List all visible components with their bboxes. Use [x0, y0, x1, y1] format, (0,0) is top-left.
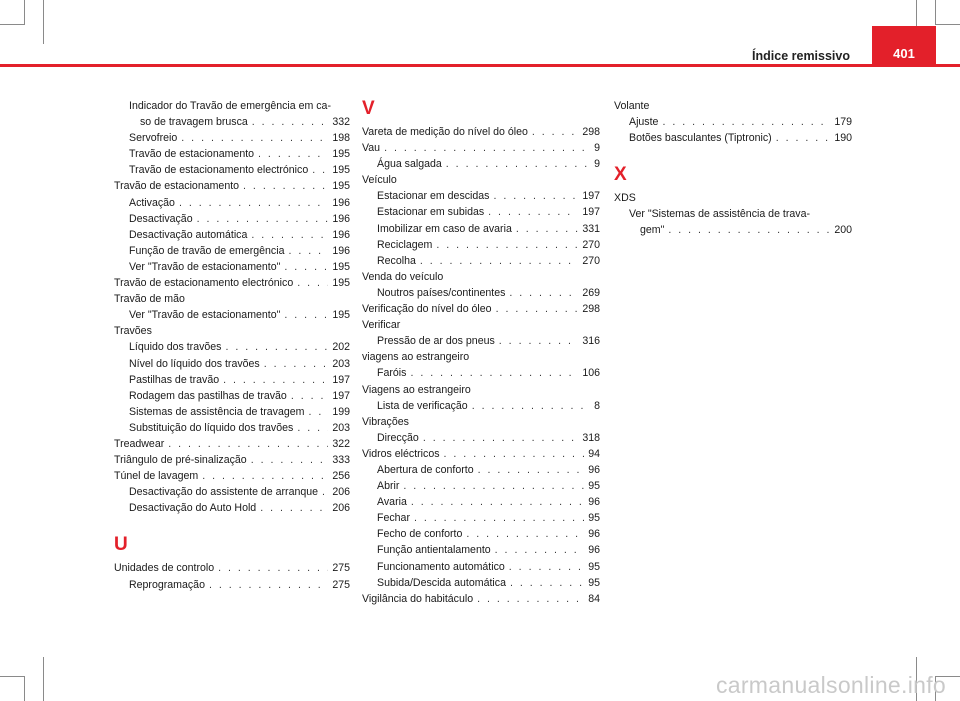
dot-leader	[291, 388, 328, 404]
index-term: Reprogramação	[129, 578, 205, 591]
crop-mark	[0, 24, 25, 25]
index-term: Activação	[129, 196, 175, 209]
index-entry	[114, 130, 350, 146]
index-term: Travão de estacionamento electrónico	[114, 277, 294, 290]
index-term: Faróis	[377, 367, 407, 380]
index-term: Imobilizar em caso de avaria	[377, 222, 512, 235]
index-entry	[362, 559, 600, 575]
index-term: Abertura de conforto	[377, 463, 474, 476]
dot-leader	[411, 494, 584, 510]
index-entry	[362, 542, 600, 558]
index-page-number: 197	[582, 190, 600, 203]
dot-leader	[495, 542, 585, 558]
dot-leader	[446, 156, 590, 172]
index-term: Direcção	[377, 431, 419, 444]
index-entry	[114, 227, 350, 243]
index-page-number: 196	[332, 212, 350, 225]
crop-mark	[24, 0, 25, 25]
index-page-number: 206	[332, 486, 350, 499]
index-term: Fecho de conforto	[377, 528, 463, 541]
index-page-number: 200	[834, 224, 852, 237]
index-entry	[362, 575, 600, 591]
index-term: Fechar	[377, 512, 410, 525]
index-term: Servofreio	[129, 132, 178, 145]
dot-leader	[260, 500, 328, 516]
dot-leader	[218, 560, 328, 576]
index-term: Treadwear	[114, 437, 165, 450]
index-page-number: 270	[582, 238, 600, 251]
index-term: Desactivação	[129, 212, 193, 225]
index-page-number: 206	[332, 502, 350, 515]
index-heading: Viagens ao estrangeiro	[362, 383, 471, 396]
index-entry	[362, 494, 600, 510]
index-entry	[362, 333, 600, 349]
page-title: Índice remissivo	[752, 49, 850, 63]
dot-leader	[179, 195, 328, 211]
index-term: Substituição do líquido dos travões	[129, 421, 294, 434]
index-entry	[362, 430, 600, 446]
index-entry	[114, 275, 350, 291]
index-entry	[114, 420, 350, 436]
index-heading: Volante	[614, 100, 650, 112]
page-number: 401	[893, 46, 915, 61]
index-page-number: 96	[588, 463, 600, 476]
index-term: Abrir	[377, 480, 400, 493]
index-page-number: 95	[588, 576, 600, 589]
index-term: Vidros eléctricos	[362, 447, 440, 460]
index-term: so de travagem brusca	[140, 116, 248, 129]
index-subheading: Ver "Sistemas de assistência de trava-	[629, 208, 810, 221]
index-term: gem"	[640, 224, 665, 237]
index-page-number: 197	[332, 389, 350, 402]
index-entry	[362, 204, 600, 220]
index-entry	[362, 221, 600, 237]
index-term: Vau	[362, 142, 381, 155]
dot-leader	[252, 114, 329, 130]
dot-leader	[444, 446, 585, 462]
index-term: Funcionamento automático	[377, 560, 505, 573]
index-page-number: 275	[332, 578, 350, 591]
index-heading: Verificar	[362, 319, 401, 332]
index-entry	[362, 285, 600, 301]
index-entry	[114, 356, 350, 372]
index-entry	[362, 124, 600, 140]
index-page-number: 333	[332, 454, 350, 467]
index-page-number: 331	[582, 222, 600, 235]
index-heading: Vibrações	[362, 415, 409, 428]
index-entry	[362, 301, 600, 317]
index-term: Noutros países/continentes	[377, 286, 506, 299]
crop-mark	[24, 676, 25, 701]
section-letter: U	[114, 534, 128, 556]
index-term: Ver "Travão de estacionamento"	[129, 309, 281, 322]
dot-leader	[436, 237, 578, 253]
index-entry	[362, 365, 600, 381]
index-term: Travão de estacionamento electrónico	[129, 164, 309, 177]
index-page-number: 9	[594, 158, 600, 171]
dot-leader	[243, 178, 328, 194]
dot-leader	[423, 430, 579, 446]
crop-mark	[935, 24, 960, 25]
crop-mark	[43, 0, 44, 44]
dot-leader	[251, 227, 328, 243]
index-entry	[114, 436, 350, 452]
index-entry	[114, 114, 350, 130]
index-entry	[114, 468, 350, 484]
index-page-number: 198	[332, 132, 350, 145]
dot-leader	[209, 577, 328, 593]
index-term: Nível do líquido dos travões	[129, 357, 260, 370]
dot-leader	[258, 146, 328, 162]
index-page-number: 95	[588, 480, 600, 493]
index-entry	[114, 452, 350, 468]
dot-leader	[496, 301, 579, 317]
dot-leader	[499, 333, 579, 349]
index-term: Subida/Descida automática	[377, 576, 506, 589]
dot-leader	[510, 575, 584, 591]
dot-leader	[509, 559, 584, 575]
dot-leader	[493, 188, 578, 204]
index-term: Travão de estacionamento	[129, 148, 255, 161]
index-page-number: 9	[594, 142, 600, 155]
index-page-number: 318	[582, 431, 600, 444]
index-entry	[114, 243, 350, 259]
dot-leader	[403, 478, 584, 494]
dot-leader	[384, 140, 590, 156]
index-entry	[114, 500, 350, 516]
dot-leader	[478, 462, 585, 478]
index-page-number: 196	[332, 244, 350, 257]
index-page-number: 322	[332, 437, 350, 450]
index-entry	[362, 446, 600, 462]
index-entry	[362, 188, 600, 204]
dot-leader	[410, 365, 578, 381]
index-term: Unidades de controlo	[114, 562, 215, 575]
index-page-number: 256	[332, 470, 350, 483]
dot-leader	[322, 484, 328, 500]
index-page-number: 298	[582, 126, 600, 138]
index-page-number: 195	[332, 180, 350, 193]
index-entry	[362, 237, 600, 253]
index-column-3	[614, 98, 852, 239]
index-entry	[362, 462, 600, 478]
dot-leader	[509, 285, 578, 301]
index-entry	[362, 398, 600, 414]
index-term: Travão de estacionamento	[114, 180, 240, 193]
dot-leader	[466, 526, 584, 542]
index-term: Função antientalamento	[377, 544, 491, 557]
index-entry	[114, 162, 350, 178]
index-term: Água salgada	[377, 158, 442, 171]
index-entry	[114, 178, 350, 194]
index-page-number: 202	[332, 341, 350, 354]
index-page-number: 195	[332, 148, 350, 161]
dot-leader	[168, 436, 328, 452]
index-term: Reciclagem	[377, 238, 433, 251]
index-page-number: 95	[588, 560, 600, 573]
index-entry	[362, 510, 600, 526]
index-page-number: 94	[588, 447, 600, 460]
page-number-tab	[872, 26, 936, 64]
dot-leader	[288, 243, 328, 259]
index-entry	[362, 591, 600, 607]
index-column-2	[362, 98, 600, 607]
index-entry	[614, 222, 852, 238]
index-entry	[114, 211, 350, 227]
index-column-1	[114, 98, 350, 593]
index-page-number: 96	[588, 528, 600, 541]
index-entry	[114, 484, 350, 500]
dot-leader	[202, 468, 328, 484]
dot-leader	[181, 130, 328, 146]
dot-leader	[284, 307, 328, 323]
index-page-number: 316	[582, 335, 600, 348]
index-term: Desactivação do assistente de arranque	[129, 486, 319, 499]
header-rule	[0, 64, 960, 67]
index-page-number: 96	[588, 496, 600, 509]
crop-mark	[0, 676, 25, 677]
index-entry	[114, 577, 350, 593]
index-term: Túnel de lavagem	[114, 470, 199, 483]
dot-leader	[312, 162, 328, 178]
index-heading: Travão de mão	[114, 293, 185, 306]
index-page-number: 197	[332, 373, 350, 386]
dot-leader	[284, 259, 328, 275]
index-entry	[362, 478, 600, 494]
index-page-number: 199	[332, 405, 350, 418]
dot-leader	[223, 372, 328, 388]
index-term: Verificação do nível do óleo	[362, 303, 492, 316]
index-heading: Veículo	[362, 174, 397, 187]
crop-mark	[935, 0, 936, 25]
index-page-number: 8	[594, 399, 600, 412]
index-entry	[114, 307, 350, 323]
index-page-number: 84	[588, 592, 600, 605]
index-term: Vareta de medição do nível do óleo	[362, 126, 528, 138]
dot-leader	[297, 275, 328, 291]
dot-leader	[662, 114, 830, 130]
section-spacer	[114, 516, 350, 534]
dot-leader	[308, 404, 328, 420]
index-term: Vigilância do habitáculo	[362, 592, 474, 605]
dot-leader	[668, 222, 830, 238]
crop-mark	[43, 657, 44, 701]
index-term: Função de travão de emergência	[129, 244, 285, 257]
index-entry	[114, 146, 350, 162]
index-page-number: 195	[332, 277, 350, 290]
dot-leader	[488, 204, 578, 220]
index-entry	[362, 156, 600, 172]
dot-leader	[197, 211, 329, 227]
index-entry	[114, 259, 350, 275]
index-page-number: 196	[332, 196, 350, 209]
index-page-number: 179	[834, 116, 852, 129]
index-page-number: 269	[582, 286, 600, 299]
index-entry	[362, 253, 600, 269]
index-entry	[114, 404, 350, 420]
index-term: Líquido dos travões	[129, 341, 222, 354]
index-term: Sistemas de assistência de travagem	[129, 405, 305, 418]
index-page-number: 332	[332, 116, 350, 129]
index-entry	[362, 140, 600, 156]
index-entry	[614, 114, 852, 130]
index-entry	[114, 195, 350, 211]
dot-leader	[420, 253, 578, 269]
watermark: carmanualsonline.info	[715, 672, 946, 698]
index-page-number: 196	[332, 228, 350, 241]
index-entry	[114, 339, 350, 355]
section-letter: X	[614, 164, 627, 186]
index-term: Botões basculantes (Tiptronic)	[629, 132, 772, 145]
dot-leader	[472, 398, 590, 414]
index-heading: XDS	[614, 192, 636, 205]
dot-leader	[251, 452, 329, 468]
index-subheading: Indicador do Travão de emergência em ca-	[129, 100, 331, 112]
index-term: Rodagem das pastilhas de travão	[129, 389, 287, 402]
dot-leader	[264, 356, 329, 372]
dot-leader	[477, 591, 584, 607]
dot-leader	[516, 221, 578, 237]
index-entry	[114, 388, 350, 404]
index-heading: Travões	[114, 325, 152, 338]
dot-leader	[297, 420, 328, 436]
index-page-number: 95	[588, 512, 600, 525]
index-term: Lista de verificação	[377, 399, 468, 412]
index-term: Desactivação do Auto Hold	[129, 502, 257, 515]
index-page-number: 203	[332, 421, 350, 434]
index-heading: Venda do veículo	[362, 270, 444, 283]
index-term: Pastilhas de travão	[129, 373, 220, 386]
index-page-number: 195	[332, 260, 350, 273]
index-page-number: 195	[332, 164, 350, 177]
index-term: Ver "Travão de estacionamento"	[129, 260, 281, 273]
dot-leader	[532, 124, 578, 140]
section-spacer	[614, 146, 852, 164]
index-entry	[114, 560, 350, 576]
index-term: Recolha	[377, 254, 416, 267]
index-term: Desactivação automática	[129, 228, 248, 241]
index-page-number: 298	[582, 303, 600, 316]
index-page-number: 197	[582, 206, 600, 219]
index-term: Ajuste	[629, 116, 659, 129]
index-page-number: 106	[582, 367, 600, 380]
index-term: Pressão de ar dos pneus	[377, 335, 495, 348]
index-term: Avaria	[377, 496, 407, 509]
index-entry	[614, 130, 852, 146]
dot-leader	[225, 339, 328, 355]
section-letter: V	[362, 98, 375, 119]
index-page-number: 190	[834, 132, 852, 145]
index-entry	[114, 372, 350, 388]
index-heading: viagens ao estrangeiro	[362, 351, 470, 364]
dot-leader	[414, 510, 584, 526]
index-term: Estacionar em subidas	[377, 206, 485, 219]
index-page-number: 275	[332, 562, 350, 575]
index-entry	[362, 526, 600, 542]
index-page-number: 270	[582, 254, 600, 267]
index-page-number: 195	[332, 309, 350, 322]
index-term: Triângulo de pré-sinalização	[114, 454, 247, 467]
index-page-number: 96	[588, 544, 600, 557]
index-page-number: 203	[332, 357, 350, 370]
dot-leader	[776, 130, 831, 146]
index-term: Estacionar em descidas	[377, 190, 490, 203]
